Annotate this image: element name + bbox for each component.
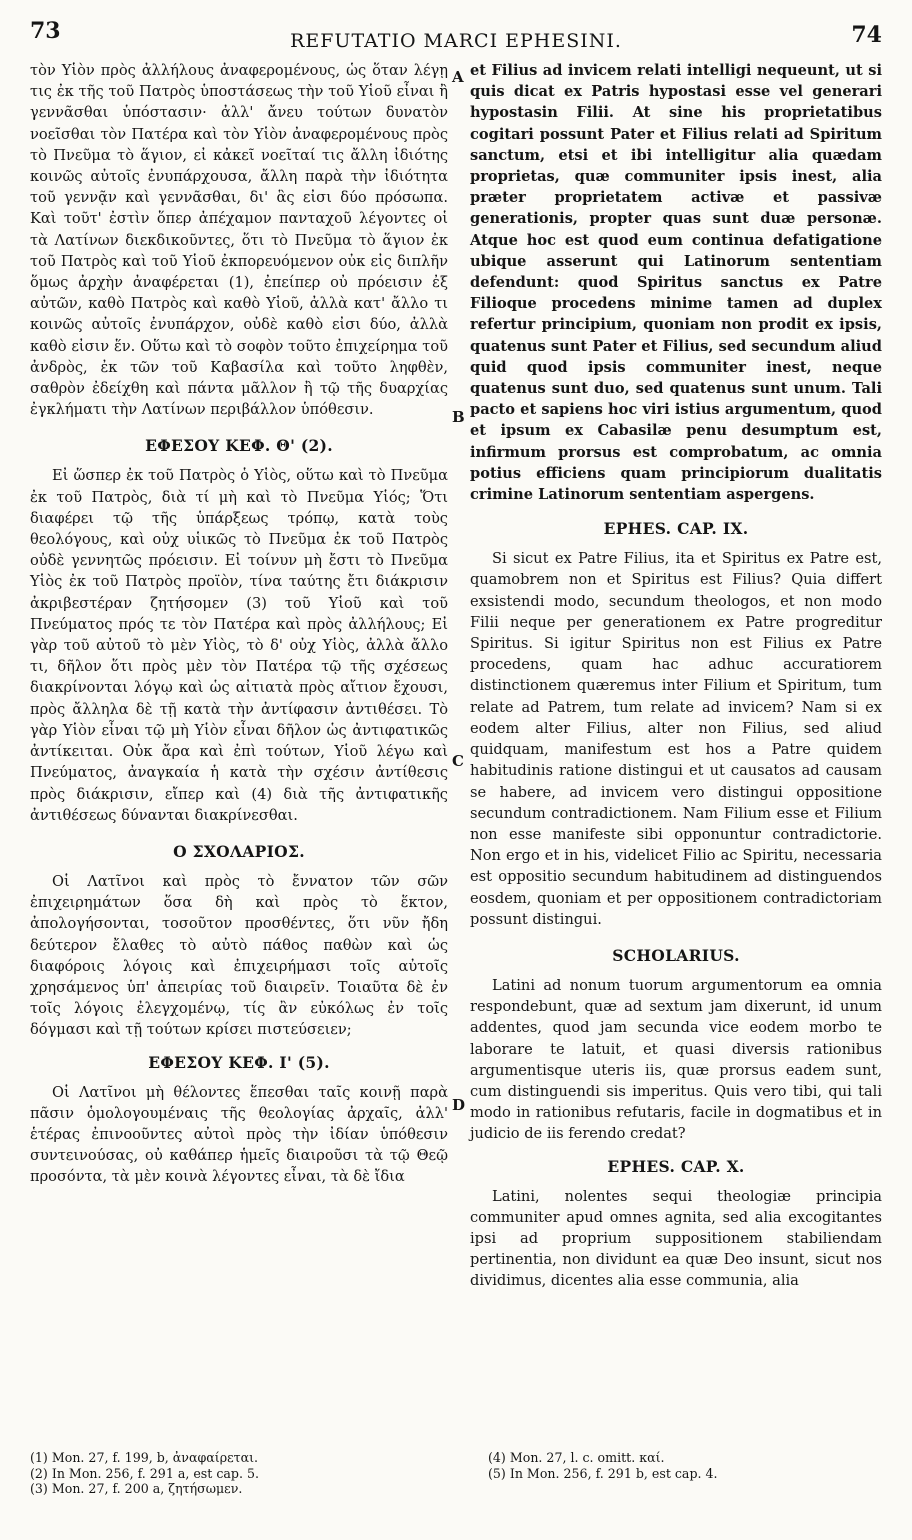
greek-paragraph-4: Οἱ Λατῖνοι μὴ θέλοντες ἕπεσθαι ταῖς κοινῇ παρὰ πᾶσιν ὁμολογουμέναις τῆς θεολογίας ἀρχαῖς, ἀλλ' ἑτέρας ἐπινοοῦντες αὐτοὶ πρὸς τὴν ἰδίαν ὑπόθεσιν συντεινούσας, οὐ καθάπερ ἡμεῖς διαιροῦσι τὰ τῷ Θεῷ προσόντα, τὰ μὲν κοινὰ λέγοντες εἶναι, τὰ δὲ ἴδια	[30, 1083, 448, 1186]
latin-paragraph-4: Latini, nolentes sequi theologiæ principia communiter apud omnes agnita, sed alia excogitantes ipsi ad proprium suppositionem stabiliendam pertinentia, non dividunt ea quæ Deo insunt, sicut nos dividimus, dicentes alia esse communia, alia	[470, 1187, 882, 1290]
margin-letter-d: D	[452, 1096, 466, 1114]
footnote: (5) In Mon. 256, f. 291 b, est cap. 4.	[488, 1465, 718, 1481]
greek-paragraph-3: Οἱ Λατῖνοι καὶ πρὸς τὸ ἔννατον τῶν σῶν ἐπιχειρημάτων ὅσα δὴ καὶ πρὸς τὸ ἕκτον, ἀπολογήσονται, τοσοῦτον προσθέντες, ὅτι νῦν ἤδη δεύτερον ἔλαθες τὸ αὐτὸ πάθος παθὼν καὶ ὡς διαφόροις λόγοις καὶ ἐπιχειρήμασι τοῖς αὐτοῖς χρησάμενος ὑπ' ἀπειρίας τοῦ διαιρεῖν. Τοιαῦτα δὲ ἐν τοῖς λόγοις ἐλεγχομένῳ, τίς ἂν εὐκόλως ἐν τοῖς δόγμασι καὶ τῇ τούτων κρίσει πιστεύσειεν;	[30, 872, 448, 1039]
latin-paragraph-2: Si sicut ex Patre Filius, ita et Spiritus ex Patre est, quamobrem non et Spiritus est Filius? Quia differt exsistendi modo, secundum theologos, et non modo Filii neque per generationem ex Patre progreditur Spiritus. Si igitur Spiritus non est Filius ex Patre procedens, quam hac adhuc accuratiorem distinctionem quæremus inter Filium et Spiritum, tum relate ad Patrem, tum relate ad invicem? Nam si ex eodem alter Filius, alter non Filius, sed aliud quidquam, manifestum est hos a Patre quidem habitudinis ratione distingui et ut causatos ad causam se habere, ad invicem vero distingui oppositione secundum contradictionem. Nam Filium esse et Filium non esse manifeste sibi opponuntur contradictorie. Non ergo et in his, videlicet Filio ac Spiritu, necessaria est oppositio secundum habitudinem ad distinguendos eosdem, quoniam et per oppositionem contradictoriam possunt distingui.	[470, 550, 882, 928]
footnotes-left	[30, 1450, 448, 1497]
latin-column	[470, 60, 882, 1292]
latin-heading-scholarius: SCHOLARIUS.	[612, 945, 740, 965]
page-number-right: 74	[851, 22, 882, 48]
running-header	[30, 18, 882, 52]
greek-paragraph-1: τὸν Υἱὸν πρὸς ἀλλήλους ἀναφερομένους, ὡς ὅταν λέγῃ τις ἐκ τῆς τοῦ Πατρὸς ὑποστάσεως τὴν τοῦ Υἱοῦ εἶναι ἢ γεννᾶσθαι ὑπόστασιν· ἀλλ' ἄνευ τούτων δυνατὸν νοεῖσθαι τὸν Πατέρα καὶ τὸν Υἱὸν ἀναφερομένους πρὸς τὸ Πνεῦμα τὸ ἅγιον, εἰ κἀκεῖ νοεῖταί τις ἄλλη ἰδιότης κοινῶς αὐτοῖς ἐνυπάρχουσα, ἄλλη παρὰ τὴν ἰδιότητα τοῦ γεννᾷν καὶ γεννᾶσθαι, δι' ἃς εἰσι δύο πρόσωπα. Καὶ τοῦτ' ἐστὶν ὅπερ ἀπέχαμον πανταχοῦ λέγοντες οἱ τὰ Λατίνων διεκδικοῦντες, ὅτι τὸ Πνεῦμα τὸ ἅγιον ἐκ τοῦ Πατρὸς καὶ τοῦ Υἱοῦ ἐκπορευόμενον οὐκ εἰς διπλῆν ὅμως ἀρχὴν ἀναφέρεται (1), ἐπείπερ οὐ πρόεισιν ἐξ αὐτῶν, καθὸ Πατρὸς καὶ καθὸ Υἱοῦ, ἀλλὰ κατ' ἄλλο τι κοινῶς αὐτοῖς ἐνυπάρχον, οὐδὲ καθὸ εἰσι δύο, ἀλλὰ καθὸ εἰσιν ἕν. Οὕτω καὶ τὸ σοφὸν τοῦτο ἐπιχείρημα τοῦ ἀνδρὸς, ἐκ τῶν τοῦ Καβασίλα καὶ τοῦτο ληφθὲν, σαθρὸν ἐδείχθη καὶ πάντα μᾶλλον ἢ τῷ τῆς δυαρχίας ἐγκλήματι τὴν Λατίνων περιβάλλον ὑπόθεσιν.	[30, 62, 448, 419]
footnote: (2) In Mon. 256, f. 291 a, est cap. 5.	[30, 1465, 259, 1481]
footnotes-right	[488, 1450, 878, 1481]
page-number-left: 73	[30, 18, 61, 44]
latin-paragraph-3: Latini ad nonum tuorum argumentorum ea omnia respondebunt, quæ ad sextum jam dixerunt, id unum addentes, quod jam secunda vice eodem morbo te laborare te latuit, et quasi diversis rationibus argumentisque uteris iis, quæ prorsus eadem sunt, cum distinguendi sis imperitus. Quis vero tibi, qui tali modo in rationibus refutaris, facile in dogmatibus et in judicio de iis ferendo credat?	[470, 976, 882, 1143]
greek-paragraph-2: Εἰ ὥσπερ ἐκ τοῦ Πατρὸς ὁ Υἱὸς, οὕτω καὶ τὸ Πνεῦμα ἐκ τοῦ Πατρὸς, διὰ τί μὴ καὶ τὸ Πνεῦμα Υἱός; Ὅτι διαφέρει τῷ τῆς ὑπάρξεως τρόπῳ, κατὰ τοὺς θεολόγους, καὶ οὐχ υἱικῶς τὸ Πνεῦμα ἐκ τοῦ Πατρὸς οὐδὲ γεννητῶς πρόεισιν. Εἰ τοίνυν μὴ ἔστι τὸ Πνεῦμα Υἱὸς ἐκ τοῦ Πατρὸς προϊὸν, τίνα ταύτης ἔτι διάκρισιν ἀκριβεστέραν ζητήσομεν (3) τοῦ Υἱοῦ καὶ τοῦ Πνεύματος πρός τε τὸν Πατέρα καὶ πρὸς ἀλλήλους; Εἰ γὰρ τοῦ αὐτοῦ τὸ μὲν Υἱὸς, τὸ δ' οὐχ Υἱὸς, ἀλλὰ ἄλλο τι, δῆλον ὅτι πρὸς μὲν τὸν Πατέρα τῷ τῆς σχέσεως διακρίνονται λόγῳ καὶ ὡς αἰτιατὰ πρὸς αἴτιον ἔχουσι, πρὸς ἄλληλα δὲ τῇ κατὰ τὴν ἀντίφασιν ἀντιθέσει. Τὸ γὰρ Υἱὸν εἶναι τῷ μὴ Υἱὸν εἶναι δῆλον ὡς ἀντιφατικῶς ἀντίκειται. Οὐκ ἄρα καὶ ἐπὶ τούτων, Υἱοῦ λέγω καὶ Πνεύματος, ἀναγκαία ἡ κατὰ τὴν σχέσιν ἀντίθεσις πρὸς διάκρισιν, εἴπερ καὶ (4) διὰ τῆς ἀντιφατικῆς ἀντιθέσεως δύνανται διακρίνεσθαι.	[30, 467, 448, 824]
latin-heading-ephes-9: EPHES. CAP. IX.	[603, 519, 749, 539]
margin-letter-b: B	[452, 408, 465, 426]
latin-heading-ephes-10: EPHES. CAP. X.	[607, 1156, 745, 1176]
greek-heading-ephesus-9: ΕΦΕΣΟΥ ΚΕΦ. Θ' (2).	[145, 436, 333, 456]
greek-heading-ephesus-10: ΕΦΕΣΟΥ ΚΕΦ. Ι' (5).	[148, 1052, 330, 1072]
margin-letter-c: C	[452, 752, 464, 770]
margin-letter-a: A	[452, 68, 464, 86]
footnote: (3) Mon. 27, f. 200 a, ζητήσωμεν.	[30, 1481, 243, 1497]
latin-paragraph-1: et Filius ad invicem relati intelligi nequeunt, ut si quis dicat ex Patris hypostasi esse vel generari hypostasin Filii. At sine his proprietatibus cogitari possunt Pater et Filius relati ad Spiritum sanctum, etsi et ibi intelligitur alia quædam proprietas, quæ communiter ipsis inest, alia præter proprietatem activæ et passivæ generationis, propter quas sunt duæ personæ. Atque hoc est quod eum continua defatigatione ubique asserunt qui Latinorum sententiam defendunt: quod Spiritus sanctus ex Patre Filioque procedens minime tamen ad duplex refertur principium, quoniam non prodit ex ipsis, quatenus sunt Pater et Filius, sed secundum aliud quid quod ipsis communiter inest, neque quatenus sunt duo, sed quatenus sunt unum. Tali pacto et sapiens hoc viri istius argumentum, quod et ipsum ex Cabasilæ penu desumptum est, infirmum prorsus est comprobatum, ac omnia potius efficiens quam principiorum dualitatis crimine Latinorum sententiam aspergens.	[470, 62, 882, 504]
greek-column	[30, 60, 448, 1188]
footnote: (1) Mon. 27, f. 199, b, ἀναφαίρεται.	[30, 1450, 259, 1465]
greek-heading-scholarius: Ο ΣΧΟΛΑΡΙΟΣ.	[173, 841, 305, 861]
footnote: (4) Mon. 27, l. c. omitt. καί.	[488, 1450, 665, 1465]
running-title: REFUTATIO MARCI EPHESINI.	[290, 30, 622, 52]
